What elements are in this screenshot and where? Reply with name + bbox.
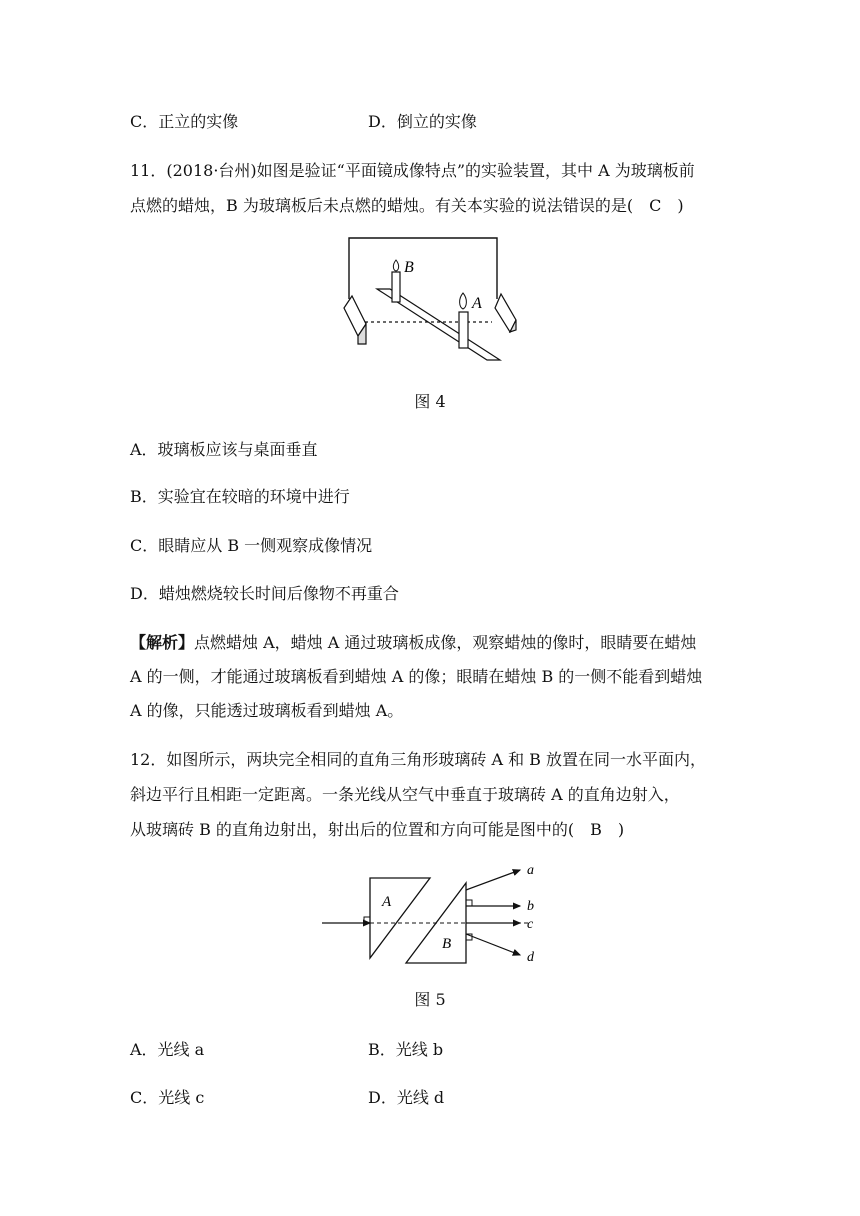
- analysis-tag: 【解析】: [130, 633, 195, 652]
- figure-4-mirror-experiment: [330, 232, 530, 367]
- q12-stem-line3: 从玻璃砖 B 的直角边射出，射出后的位置和方向可能是图中的( B ): [130, 820, 625, 839]
- figure-4-caption: 图 4: [414, 392, 446, 411]
- q11-stem-line1: 11．(2018·台州)如图是验证“平面镜成像特点”的实验装置，其中 A 为玻璃板前: [130, 161, 695, 180]
- q12-option-b: B．光线 b: [368, 1040, 444, 1059]
- ray-a-label: a: [527, 863, 534, 878]
- q11-analysis-line1: 【解析】点燃蜡烛 A，蜡烛 A 通过玻璃板成像，观察蜡烛的像时，眼睛要在蜡烛: [130, 633, 697, 652]
- fig4-label-b: B: [404, 259, 414, 276]
- q11-stem-line2: 点燃的蜡烛，B 为玻璃板后未点燃的蜡烛。有关本实验的说法错误的是( C ): [130, 196, 684, 215]
- q12-option-c: C．光线 c: [130, 1088, 205, 1107]
- ray-d-label: d: [527, 950, 534, 965]
- figure-5-caption: 图 5: [414, 990, 446, 1009]
- q12-option-d: D．光线 d: [368, 1088, 445, 1107]
- q11-analysis-line3: A 的像，只能透过玻璃板看到蜡烛 A。: [130, 701, 404, 720]
- q11-analysis-line2: A 的一侧，才能通过玻璃板看到蜡烛 A 的像；眼睛在蜡烛 B 的一侧不能看到蜡烛: [130, 667, 703, 686]
- q11-option-a: A．玻璃板应该与桌面垂直: [130, 440, 318, 459]
- figure-5-prism-rays: [318, 858, 548, 970]
- fig5-label-b: B: [442, 936, 452, 952]
- q12-stem-line1: 12．如图所示，两块完全相同的直角三角形玻璃砖 A 和 B 放置在同一水平面内，: [130, 750, 707, 769]
- q10-option-d: D．倒立的实像: [368, 112, 477, 131]
- ray-b-label: b: [527, 899, 534, 914]
- q11-option-b: B．实验宜在较暗的环境中进行: [130, 487, 350, 506]
- q10-option-c: C．正立的实像: [130, 112, 239, 131]
- fig4-label-a: A: [472, 295, 482, 312]
- q11-option-c: C．眼睛应从 B 一侧观察成像情况: [130, 536, 373, 555]
- ray-c-label: c: [527, 917, 534, 932]
- q12-option-a: A．光线 a: [130, 1040, 205, 1059]
- q12-stem-line2: 斜边平行且相距一定距离。一条光线从空气中垂直于玻璃砖 A 的直角边射入，: [130, 785, 680, 804]
- q11-option-d: D．蜡烛燃烧较长时间后像物不再重合: [130, 584, 399, 603]
- fig5-label-a: A: [382, 894, 392, 910]
